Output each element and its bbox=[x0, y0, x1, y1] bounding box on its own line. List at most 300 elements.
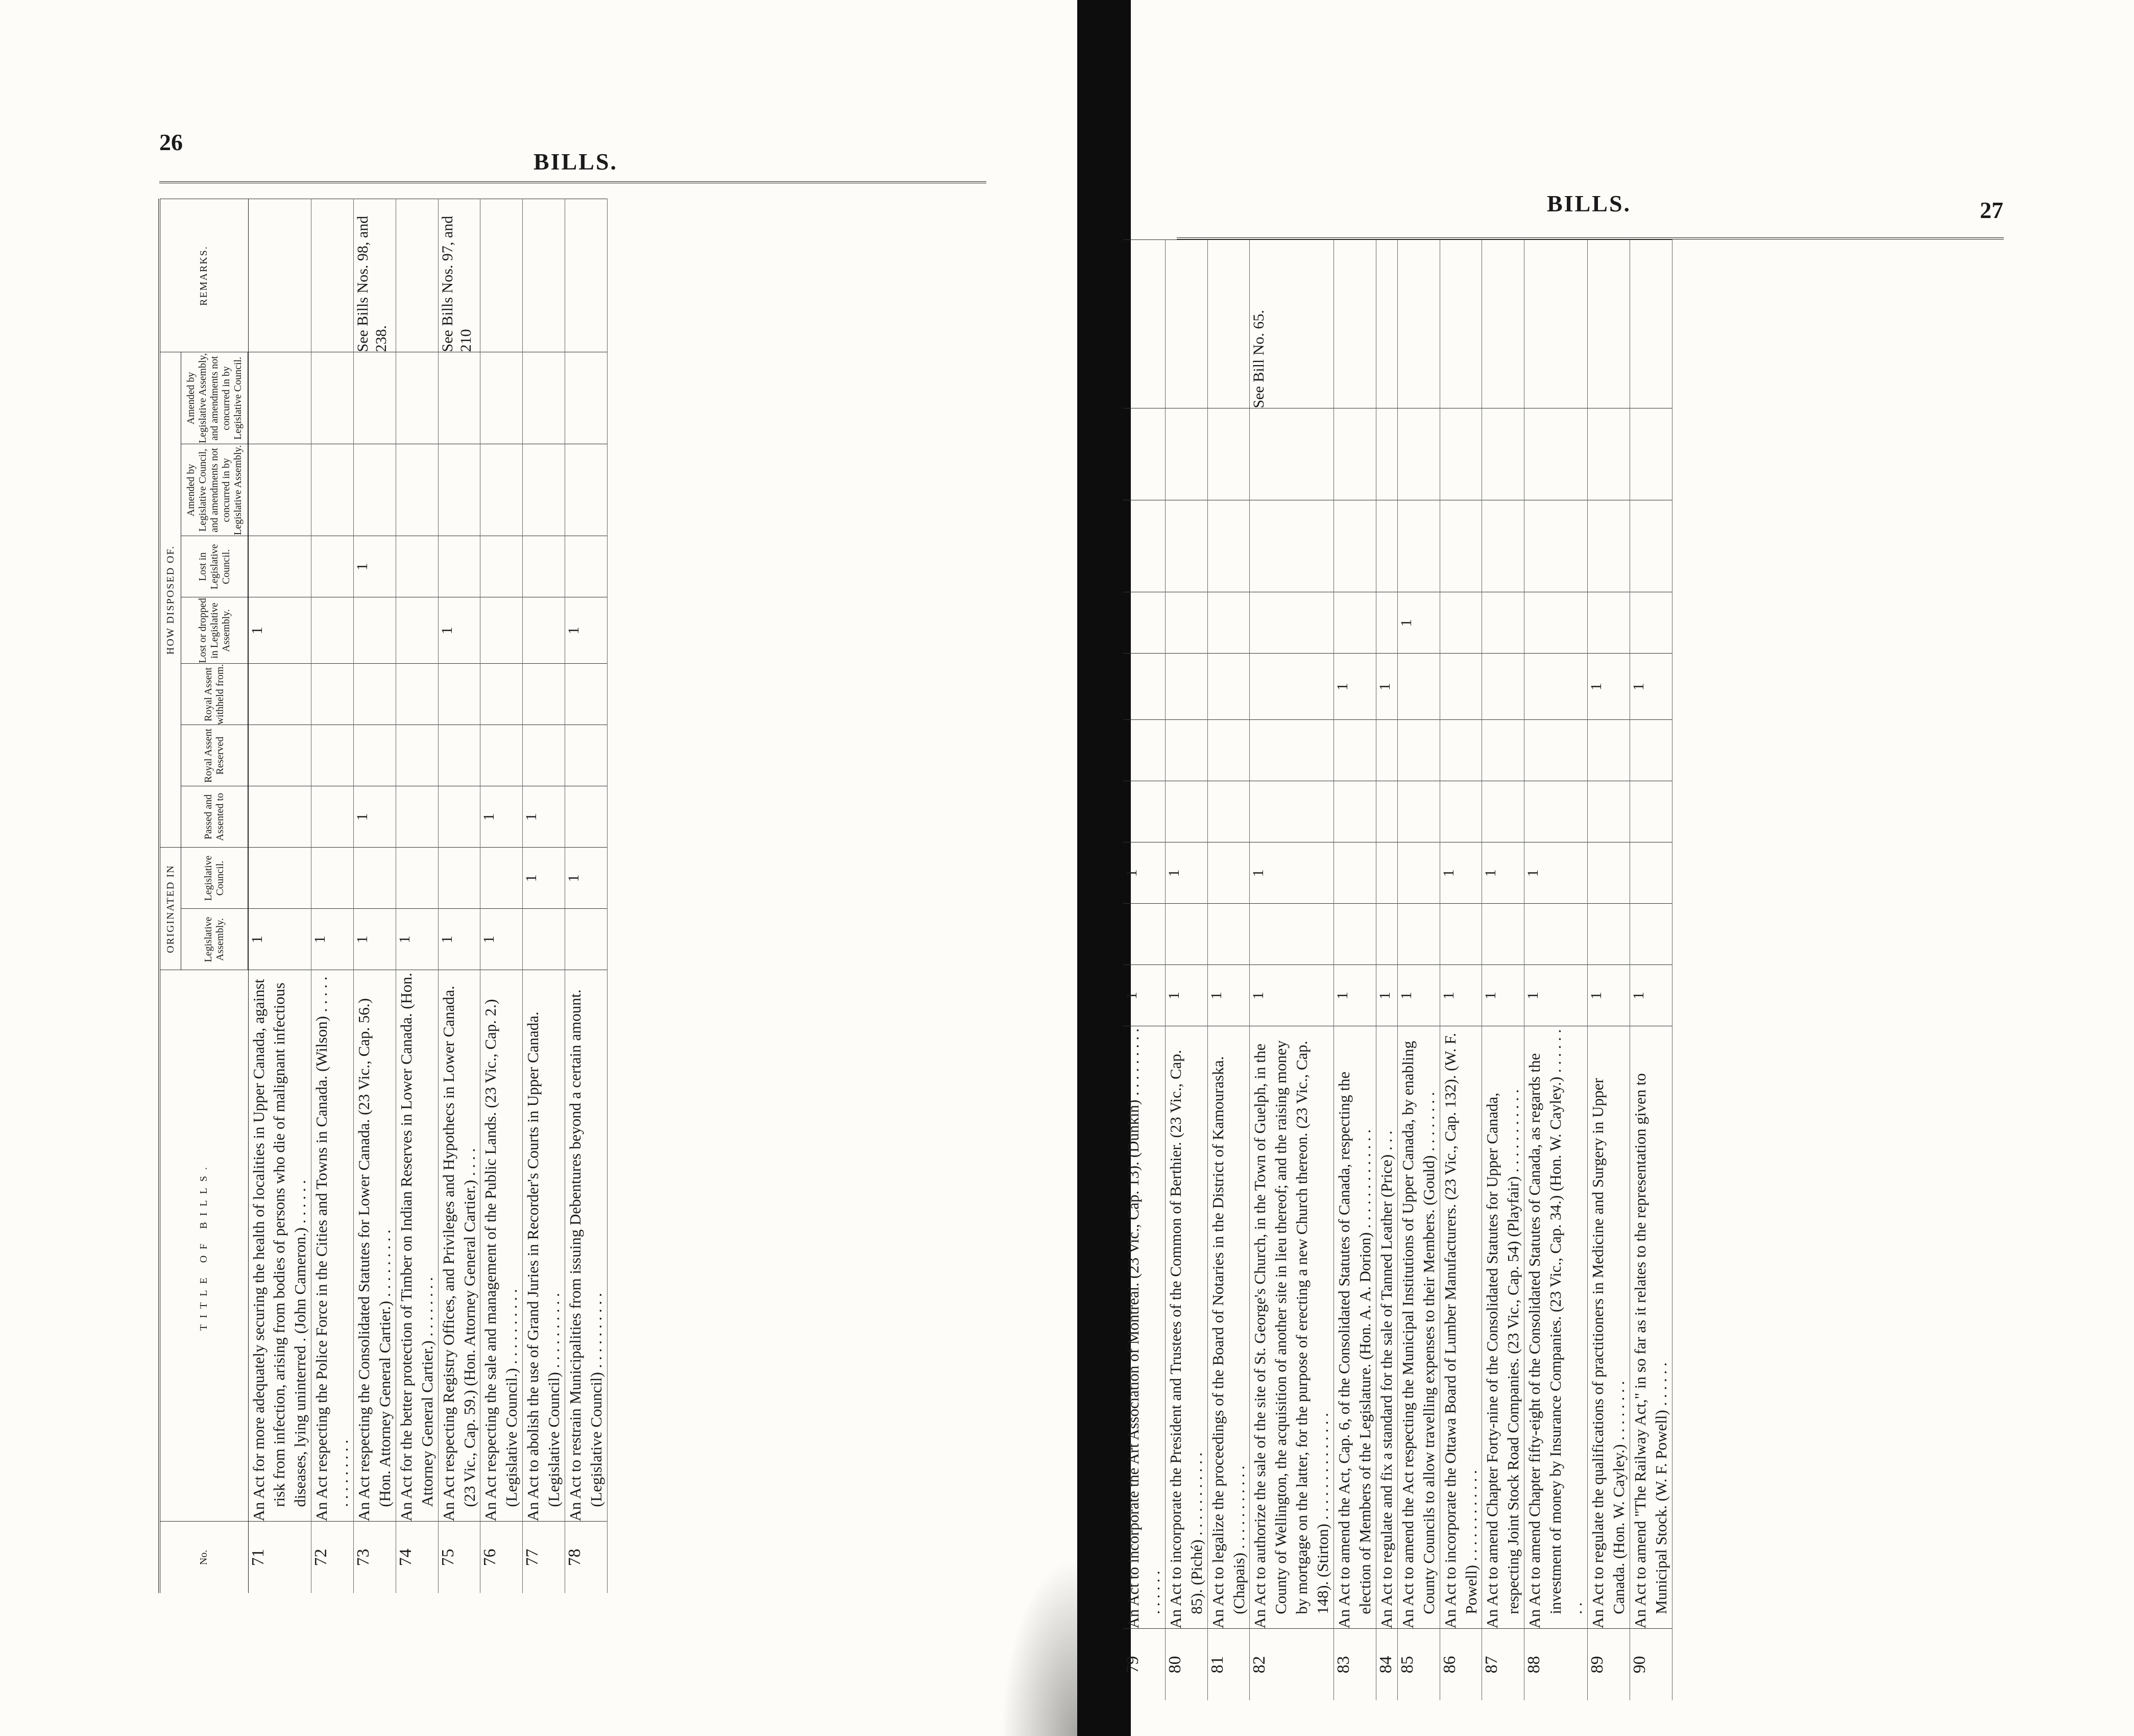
bill-mark-council: 1 bbox=[565, 848, 608, 909]
bill-mark-lost-council: 1 bbox=[1397, 592, 1440, 654]
bill-remarks bbox=[480, 199, 523, 352]
bill-mark-amended-council bbox=[311, 444, 354, 536]
bill-mark-reserved bbox=[311, 725, 354, 786]
bill-title bbox=[1397, 1026, 1440, 1629]
column-header-remarks: REMARKS. bbox=[159, 199, 248, 352]
column-header-royal-assent-reserved: Royal Assent Reserved bbox=[181, 725, 249, 786]
bill-mark-lost-council bbox=[1123, 592, 1165, 654]
bill-row bbox=[1123, 240, 1165, 1700]
bill-row bbox=[1376, 240, 1397, 1700]
bill-mark-passed: 1 bbox=[1440, 842, 1482, 904]
bill-row bbox=[396, 199, 438, 1593]
bill-mark-passed bbox=[1397, 842, 1440, 904]
column-header-legislative-council: Legislative Council. bbox=[181, 848, 249, 909]
bill-mark-withheld bbox=[311, 664, 354, 725]
bill-mark-lost-assembly: 1 bbox=[1630, 654, 1672, 720]
bill-row bbox=[480, 199, 523, 1593]
bill-mark-withheld bbox=[1123, 720, 1165, 781]
right-header-rule bbox=[1177, 237, 2004, 239]
bill-number: 87 bbox=[1482, 1629, 1524, 1700]
bill-row bbox=[1587, 240, 1630, 1700]
bill-mark-passed: 1 bbox=[480, 786, 523, 848]
bill-mark-passed bbox=[1376, 842, 1397, 904]
bill-mark-withheld bbox=[1207, 720, 1250, 781]
bill-mark-passed bbox=[438, 786, 480, 848]
bill-mark-lost-council bbox=[1630, 592, 1672, 654]
bill-mark-lost-assembly bbox=[1250, 654, 1334, 720]
bill-mark-assembly: 1 bbox=[438, 909, 480, 970]
bill-mark-assembly: 1 bbox=[1397, 965, 1440, 1026]
bill-mark-amended-assembly bbox=[523, 352, 565, 444]
column-header-amended-by-council: Amended by Legislative Council, and amendments not concurred in by Legislative Assembly. bbox=[181, 444, 249, 536]
bill-mark-reserved bbox=[1482, 781, 1524, 842]
bill-mark-lost-council bbox=[565, 536, 608, 597]
bill-title-text: An Act to amend the Act respecting the Municipal Institutions of Upper Canada, by enabling County Councils to allow travelling expenses to their Members. (Gould) . . . . . . . . bbox=[1398, 1041, 1438, 1629]
bill-mark-lost-assembly: 1 bbox=[1587, 654, 1630, 720]
bill-mark-amended-council bbox=[523, 444, 565, 536]
bill-mark-amended-assembly bbox=[1207, 408, 1250, 500]
bill-mark-assembly: 1 bbox=[1334, 965, 1376, 1026]
bill-mark-lost-council bbox=[1334, 592, 1376, 654]
bill-mark-assembly: 1 bbox=[1123, 965, 1165, 1026]
bill-mark-withheld bbox=[438, 664, 480, 725]
bill-title bbox=[523, 970, 565, 1522]
bill-mark-passed bbox=[1207, 842, 1250, 904]
bill-mark-passed bbox=[1630, 842, 1672, 904]
bill-number: 84 bbox=[1376, 1629, 1397, 1700]
bill-title-text: An Act respecting the Police Force in the Cities and Towns in Canada. (Wilson) . . . . . . . . . . . . . . bbox=[312, 976, 352, 1522]
bill-remarks bbox=[1482, 240, 1524, 408]
bill-mark-amended-council bbox=[1524, 500, 1588, 592]
bill-mark-amended-assembly bbox=[1524, 408, 1588, 500]
column-group-originated-in: ORIGINATED IN bbox=[159, 848, 181, 970]
bill-mark-withheld bbox=[1630, 720, 1672, 781]
bill-mark-reserved bbox=[248, 725, 311, 786]
bill-mark-council bbox=[1207, 904, 1250, 965]
bill-mark-council bbox=[1123, 904, 1165, 965]
bill-mark-lost-council bbox=[1376, 592, 1397, 654]
bill-mark-reserved bbox=[1334, 781, 1376, 842]
bill-mark-amended-council bbox=[1250, 500, 1334, 592]
bill-row bbox=[1165, 240, 1207, 1700]
bill-mark-amended-council bbox=[438, 444, 480, 536]
bill-mark-passed bbox=[248, 786, 311, 848]
bill-title bbox=[480, 970, 523, 1522]
bill-mark-withheld bbox=[1524, 720, 1588, 781]
bill-mark-amended-assembly bbox=[311, 352, 354, 444]
bill-mark-lost-council bbox=[1440, 592, 1482, 654]
bill-mark-amended-assembly bbox=[1440, 408, 1482, 500]
bill-mark-withheld bbox=[523, 664, 565, 725]
bill-mark-passed bbox=[311, 786, 354, 848]
bill-row bbox=[1334, 240, 1376, 1700]
bill-title bbox=[1207, 1026, 1250, 1629]
bill-mark-council bbox=[354, 848, 396, 909]
bill-title bbox=[438, 970, 480, 1522]
bill-mark-lost-assembly: 1 bbox=[565, 597, 608, 664]
bill-mark-passed bbox=[396, 786, 438, 848]
bill-mark-withheld bbox=[1482, 720, 1524, 781]
bill-mark-amended-council bbox=[1165, 500, 1207, 592]
bill-remarks bbox=[1207, 240, 1250, 408]
right-bills-table bbox=[1123, 240, 1672, 1701]
bill-row bbox=[1397, 240, 1440, 1700]
bill-mark-withheld bbox=[1440, 720, 1482, 781]
bill-mark-amended-council bbox=[1482, 500, 1524, 592]
bill-mark-amended-assembly bbox=[1250, 408, 1334, 500]
bill-title-text: An Act to authorize the sale of the site of St. George's Church, in the Town of Guelph, in the County of Wellington, the acquisition of another site in lieu thereof; and the raising money by mortgage on the latter, for the purpose of erecting a new Church thereon. (23 Vic., Cap. 148). (Stirton) . . . . . . . . . . . . . . bbox=[1251, 1040, 1332, 1629]
bill-mark-lost-council bbox=[1524, 592, 1588, 654]
bill-mark-reserved bbox=[1397, 781, 1440, 842]
bill-title bbox=[248, 970, 311, 1522]
bill-row bbox=[1482, 240, 1524, 1700]
bill-mark-council bbox=[1482, 904, 1524, 965]
bill-title bbox=[1334, 1026, 1376, 1629]
bill-mark-assembly: 1 bbox=[1250, 965, 1334, 1026]
bill-mark-amended-assembly bbox=[480, 352, 523, 444]
bill-title bbox=[1587, 1026, 1630, 1629]
bill-mark-withheld bbox=[565, 664, 608, 725]
left-bills-body bbox=[248, 199, 607, 1593]
bill-mark-passed bbox=[565, 786, 608, 848]
bill-title-text: An Act to incorporate the Ottawa Board of Lumber Manufacturers. (23 Vic., Cap. 132). (W. F. Powell) . . . . . . . . . . . . bbox=[1441, 1033, 1480, 1629]
bill-mark-lost-council bbox=[1482, 592, 1524, 654]
bill-number: 74 bbox=[396, 1522, 438, 1593]
bill-mark-assembly: 1 bbox=[1524, 965, 1588, 1026]
bill-number: 76 bbox=[480, 1522, 523, 1593]
right-bills-body bbox=[1123, 240, 1672, 1700]
bill-mark-withheld bbox=[396, 664, 438, 725]
bill-mark-amended-assembly bbox=[1165, 408, 1207, 500]
bill-row bbox=[1630, 240, 1672, 1700]
bill-mark-lost-assembly bbox=[480, 597, 523, 664]
bill-mark-reserved bbox=[1123, 781, 1165, 842]
bill-mark-withheld bbox=[1587, 720, 1630, 781]
bill-mark-reserved bbox=[1250, 781, 1334, 842]
bill-row bbox=[1207, 240, 1250, 1700]
bill-mark-amended-council bbox=[1376, 500, 1397, 592]
left-bills-table-frame bbox=[158, 199, 996, 1593]
bill-title bbox=[1376, 1026, 1397, 1629]
bill-mark-passed: 1 bbox=[1123, 842, 1165, 904]
bill-mark-passed: 1 bbox=[1250, 842, 1334, 904]
bill-mark-assembly: 1 bbox=[480, 909, 523, 970]
bill-mark-lost-assembly: 1 bbox=[1376, 654, 1397, 720]
bill-remarks bbox=[565, 199, 608, 352]
bill-mark-lost-assembly bbox=[1440, 654, 1482, 720]
bill-number: 83 bbox=[1334, 1629, 1376, 1700]
bill-remarks bbox=[1334, 240, 1376, 408]
column-header-royal-assent-withheld: Royal Assent withheld from. bbox=[181, 664, 249, 725]
bill-mark-passed: 1 bbox=[1482, 842, 1524, 904]
bill-mark-assembly: 1 bbox=[248, 909, 311, 970]
bill-mark-withheld bbox=[480, 664, 523, 725]
column-header-legislative-assembly: Legislative Assembly. bbox=[181, 909, 249, 970]
bill-mark-withheld bbox=[1250, 720, 1334, 781]
bill-mark-amended-council bbox=[248, 444, 311, 536]
bill-mark-lost-council bbox=[523, 536, 565, 597]
bill-mark-withheld bbox=[1165, 720, 1207, 781]
bill-number: 86 bbox=[1440, 1629, 1482, 1700]
bill-mark-passed bbox=[1334, 842, 1376, 904]
bill-remarks bbox=[1587, 240, 1630, 408]
bill-title-text: An Act for the better protection of Timber on Indian Reserves in Lower Canada. (Hon. Attorney General Cartier.) . . . . . . . . bbox=[397, 973, 436, 1522]
bill-mark-lost-assembly: 1 bbox=[1334, 654, 1376, 720]
bill-mark-reserved bbox=[396, 725, 438, 786]
bill-row bbox=[354, 199, 396, 1593]
bill-title bbox=[565, 970, 608, 1522]
bill-mark-amended-council bbox=[1630, 500, 1672, 592]
bill-mark-amended-assembly bbox=[1587, 408, 1630, 500]
bill-remarks bbox=[248, 199, 311, 352]
bill-row bbox=[311, 199, 354, 1593]
bill-mark-reserved bbox=[438, 725, 480, 786]
bill-mark-reserved bbox=[1207, 781, 1250, 842]
bill-mark-lost-assembly bbox=[1524, 654, 1588, 720]
bill-mark-reserved bbox=[1630, 781, 1672, 842]
bill-mark-amended-assembly bbox=[248, 352, 311, 444]
bill-mark-passed: 1 bbox=[1524, 842, 1588, 904]
bill-mark-passed bbox=[1587, 842, 1630, 904]
bill-mark-withheld bbox=[1334, 720, 1376, 781]
bill-mark-lost-council bbox=[438, 536, 480, 597]
left-bills-table bbox=[158, 199, 608, 1593]
bill-title-text: An Act respecting the sale and management of the Public Lands. (23 Vic., Cap. 2.) (Legislative Council.) . . . . . . . . . . bbox=[481, 999, 521, 1522]
bill-mark-amended-council bbox=[1334, 500, 1376, 592]
gutter-shadow bbox=[1001, 1557, 1077, 1736]
bill-mark-amended-council bbox=[1397, 500, 1440, 592]
bill-mark-passed: 1 bbox=[523, 786, 565, 848]
bill-remarks bbox=[1165, 240, 1207, 408]
column-header-no: No. bbox=[159, 1522, 248, 1593]
column-header-lost-in-assembly: Lost or dropped in Legislative Assembly. bbox=[181, 597, 249, 664]
bill-number: 75 bbox=[438, 1522, 480, 1593]
bill-mark-passed: 1 bbox=[1165, 842, 1207, 904]
bill-mark-assembly bbox=[523, 909, 565, 970]
bill-title-text: An Act to amend Chapter Forty-nine of the Consolidated Statutes for Upper Canada, respecting Joint Stock Road Companies. (23 Vic., Cap. 54) (Playfair) . . . . . . . . . . . bbox=[1483, 1089, 1522, 1629]
bill-number: 85 bbox=[1397, 1629, 1440, 1700]
bill-mark-assembly: 1 bbox=[1440, 965, 1482, 1026]
bill-remarks bbox=[523, 199, 565, 352]
bill-remarks: See Bill No. 65. bbox=[1250, 240, 1334, 408]
bill-title bbox=[1440, 1026, 1482, 1629]
bill-mark-amended-assembly bbox=[565, 352, 608, 444]
bill-mark-lost-council bbox=[396, 536, 438, 597]
bill-mark-amended-assembly bbox=[1334, 408, 1376, 500]
bill-mark-reserved bbox=[565, 725, 608, 786]
bill-mark-lost-assembly bbox=[354, 597, 396, 664]
bill-mark-lost-assembly bbox=[1123, 654, 1165, 720]
bill-mark-assembly bbox=[565, 909, 608, 970]
bill-mark-council bbox=[1376, 904, 1397, 965]
bill-mark-amended-assembly bbox=[354, 352, 396, 444]
bill-mark-amended-assembly bbox=[438, 352, 480, 444]
bill-mark-reserved bbox=[480, 725, 523, 786]
bill-mark-lost-assembly bbox=[1397, 654, 1440, 720]
bill-number: 79 bbox=[1123, 1629, 1165, 1700]
bill-row bbox=[1250, 240, 1334, 1700]
bill-number: 90 bbox=[1630, 1629, 1672, 1700]
bill-number: 81 bbox=[1207, 1629, 1250, 1700]
bill-mark-amended-council bbox=[354, 444, 396, 536]
bill-mark-lost-council bbox=[1165, 592, 1207, 654]
bill-mark-lost-council: 1 bbox=[354, 536, 396, 597]
bill-mark-amended-assembly bbox=[1123, 408, 1165, 500]
bill-title-text: An Act to abolish the use of Grand Juries in Recorder's Courts in Upper Canada. (Legislative Council) . . . . . . . . . . bbox=[524, 1011, 563, 1522]
bill-remarks bbox=[1524, 240, 1588, 408]
bill-title bbox=[1165, 1026, 1207, 1629]
bill-mark-withheld bbox=[354, 664, 396, 725]
bill-title bbox=[311, 970, 354, 1522]
bill-mark-amended-assembly bbox=[1376, 408, 1397, 500]
bill-number: 71 bbox=[248, 1522, 311, 1593]
bill-remarks bbox=[1397, 240, 1440, 408]
bill-title-text: An Act to incorporate the Art Association of Montreal. (23 Vic., Cap. 13). (Dunkin) . . . . . . . . . . . . . . . bbox=[1124, 1028, 1163, 1629]
bill-number: 89 bbox=[1587, 1629, 1630, 1700]
bill-mark-amended-council bbox=[480, 444, 523, 536]
bill-title-text: An Act to amend Chapter fifty-eight of the Consolidated Statutes of Canada, as regards the investment of money by Insurance Companies. (23 Vic., Cap. 34.) (Hon. W. Cayley.) . . . . . . . . bbox=[1525, 1029, 1586, 1629]
bill-mark-council bbox=[1630, 904, 1672, 965]
bill-number: 73 bbox=[354, 1522, 396, 1593]
bill-title-text: An Act to regulate and fix a standard for the sale of Tanned Leather (Price) . . . bbox=[1377, 1130, 1395, 1629]
bill-mark-lost-assembly bbox=[1482, 654, 1524, 720]
bill-mark-assembly: 1 bbox=[396, 909, 438, 970]
bill-mark-amended-assembly bbox=[1397, 408, 1440, 500]
bill-mark-lost-assembly bbox=[311, 597, 354, 664]
bill-title-text: An Act to amend the Act, Cap. 6, of the Consolidated Statutes of Canada, respecting the election of Members of the Legislature. (Hon. A. A. Dorion) . . . . . . . . . . . . . bbox=[1335, 1071, 1374, 1629]
bill-number: 82 bbox=[1250, 1629, 1334, 1700]
bill-title-text: An Act to incorporate the President and Trustees of the Common of Berthier. (23 Vic., Cap. 85). (Piché) . . . . . . . . . . . bbox=[1166, 1050, 1205, 1629]
bill-mark-reserved bbox=[1587, 781, 1630, 842]
bill-row bbox=[1524, 240, 1588, 1700]
bill-title-text: An Act for more adequately securing the health of localities in Upper Canada, against risk from infection, arising from bodies of persons who die of malignant infectious diseases, lying uninterred . (John Cameron.) . . . . . . bbox=[249, 979, 309, 1522]
bill-mark-amended-council bbox=[1123, 500, 1165, 592]
column-header-lost-in-council: Lost in Legislative Council. bbox=[181, 536, 249, 597]
bill-mark-amended-council bbox=[565, 444, 608, 536]
bill-title bbox=[1524, 1026, 1588, 1629]
bill-mark-amended-assembly bbox=[396, 352, 438, 444]
bill-title-text: An Act respecting Registry Offices, and Privileges and Hypothecs in Lower Canada. (23 Vic., Cap. 59.) (Hon. Attorney General Cartier.) . . . . bbox=[439, 985, 478, 1522]
bill-remarks bbox=[1123, 240, 1165, 408]
column-header-passed-and-assented: Passed and Assented to bbox=[181, 786, 249, 848]
bill-mark-withheld bbox=[1397, 720, 1440, 781]
bill-title-text: An Act to amend "The Railway Act," in so far as it relates to the representation given to Municipal Stock. (W. F. Powell) . . . . . . bbox=[1631, 1073, 1670, 1629]
bill-mark-assembly: 1 bbox=[354, 909, 396, 970]
bill-mark-amended-council bbox=[1207, 500, 1250, 592]
bill-mark-lost-council bbox=[311, 536, 354, 597]
bill-mark-reserved bbox=[1524, 781, 1588, 842]
bill-mark-council bbox=[1397, 904, 1440, 965]
bill-row bbox=[438, 199, 480, 1593]
bill-mark-council bbox=[480, 848, 523, 909]
bill-title bbox=[1250, 1026, 1334, 1629]
bill-title bbox=[1630, 1026, 1672, 1629]
bill-title bbox=[396, 970, 438, 1522]
bill-mark-reserved bbox=[354, 725, 396, 786]
bill-mark-lost-assembly bbox=[1165, 654, 1207, 720]
bill-row bbox=[523, 199, 565, 1593]
right-bills-table-frame bbox=[1123, 240, 2032, 1700]
bill-number: 88 bbox=[1524, 1629, 1588, 1700]
bill-mark-council bbox=[248, 848, 311, 909]
bill-remarks: See Bills Nos. 97, and 210 bbox=[438, 199, 480, 352]
bill-mark-assembly: 1 bbox=[311, 909, 354, 970]
bill-mark-amended-council bbox=[396, 444, 438, 536]
bill-title-text: An Act respecting the Consolidated Statutes for Lower Canada. (23 Vic., Cap. 56.) (Hon. Attorney General Cartier.) . . . . . . . . . bbox=[355, 998, 394, 1522]
bill-number: 77 bbox=[523, 1522, 565, 1593]
bill-mark-council bbox=[1165, 904, 1207, 965]
bill-number: 80 bbox=[1165, 1629, 1207, 1700]
bill-mark-council bbox=[438, 848, 480, 909]
bill-mark-lost-assembly bbox=[523, 597, 565, 664]
bill-mark-lost-council bbox=[1250, 592, 1334, 654]
bill-mark-council bbox=[1334, 904, 1376, 965]
bill-title-text: An Act to restrain Municipalities from issuing Debentures beyond a certain amount. (Legislative Council) . . . . . . . . . . bbox=[566, 989, 605, 1522]
bill-remarks bbox=[396, 199, 438, 352]
bill-title bbox=[1123, 1026, 1165, 1629]
bill-number: 72 bbox=[311, 1522, 354, 1593]
bill-mark-assembly: 1 bbox=[1482, 965, 1524, 1026]
bill-mark-lost-council bbox=[1587, 592, 1630, 654]
bill-number: 78 bbox=[565, 1522, 608, 1593]
bill-mark-council bbox=[1587, 904, 1630, 965]
bill-mark-council bbox=[311, 848, 354, 909]
bill-mark-lost-assembly: 1 bbox=[248, 597, 311, 664]
bill-mark-assembly: 1 bbox=[1630, 965, 1672, 1026]
column-header-title: TITLE OF BILLS. bbox=[159, 970, 248, 1522]
bill-mark-assembly: 1 bbox=[1587, 965, 1630, 1026]
bill-mark-withheld bbox=[248, 664, 311, 725]
bill-mark-lost-council bbox=[1207, 592, 1250, 654]
bill-row bbox=[1440, 240, 1482, 1700]
bill-row bbox=[565, 199, 608, 1593]
bill-mark-lost-assembly bbox=[396, 597, 438, 664]
bill-row bbox=[248, 199, 311, 1593]
bill-remarks bbox=[1630, 240, 1672, 408]
bill-mark-amended-assembly bbox=[1630, 408, 1672, 500]
bill-remarks bbox=[1440, 240, 1482, 408]
bill-remarks bbox=[1376, 240, 1397, 408]
left-page-header: BILLS. bbox=[534, 149, 618, 175]
bill-title-text: An Act to regulate the qualifications of practitioners in Medicine and Surgery in Upper Canada. (Hon. W. Cayley.) . . . . . . . . bbox=[1588, 1078, 1628, 1629]
bill-mark-amended-council bbox=[1587, 500, 1630, 592]
bill-mark-council bbox=[1440, 904, 1482, 965]
bill-mark-reserved bbox=[1165, 781, 1207, 842]
column-group-how-disposed: HOW DISPOSED OF. bbox=[159, 352, 181, 848]
bill-title bbox=[354, 970, 396, 1522]
bill-mark-withheld bbox=[1376, 720, 1397, 781]
column-header-amended-by-assembly: Amended by Legislative Assembly, and amendments not concurred in by Legislative Council. bbox=[181, 352, 249, 444]
bill-title-text: An Act to legalize the proceedings of the Board of Notaries in the District of Kamouraska. (Chapais) . . . . . . . . . . . bbox=[1208, 1056, 1248, 1629]
bill-mark-amended-assembly bbox=[1482, 408, 1524, 500]
bill-mark-assembly: 1 bbox=[1207, 965, 1250, 1026]
bill-mark-amended-council bbox=[1440, 500, 1482, 592]
bill-mark-council: 1 bbox=[523, 848, 565, 909]
left-page-number: 26 bbox=[159, 129, 183, 155]
bill-mark-lost-assembly: 1 bbox=[438, 597, 480, 664]
bill-mark-passed: 1 bbox=[354, 786, 396, 848]
bill-mark-council bbox=[1250, 904, 1334, 965]
bill-remarks bbox=[311, 199, 354, 352]
bill-mark-reserved bbox=[1440, 781, 1482, 842]
bill-mark-council bbox=[1524, 904, 1588, 965]
bill-mark-reserved bbox=[523, 725, 565, 786]
bill-mark-council bbox=[396, 848, 438, 909]
bill-mark-reserved bbox=[1376, 781, 1397, 842]
bill-mark-lost-council bbox=[480, 536, 523, 597]
bill-title bbox=[1482, 1026, 1524, 1629]
left-header-rule bbox=[159, 181, 986, 183]
